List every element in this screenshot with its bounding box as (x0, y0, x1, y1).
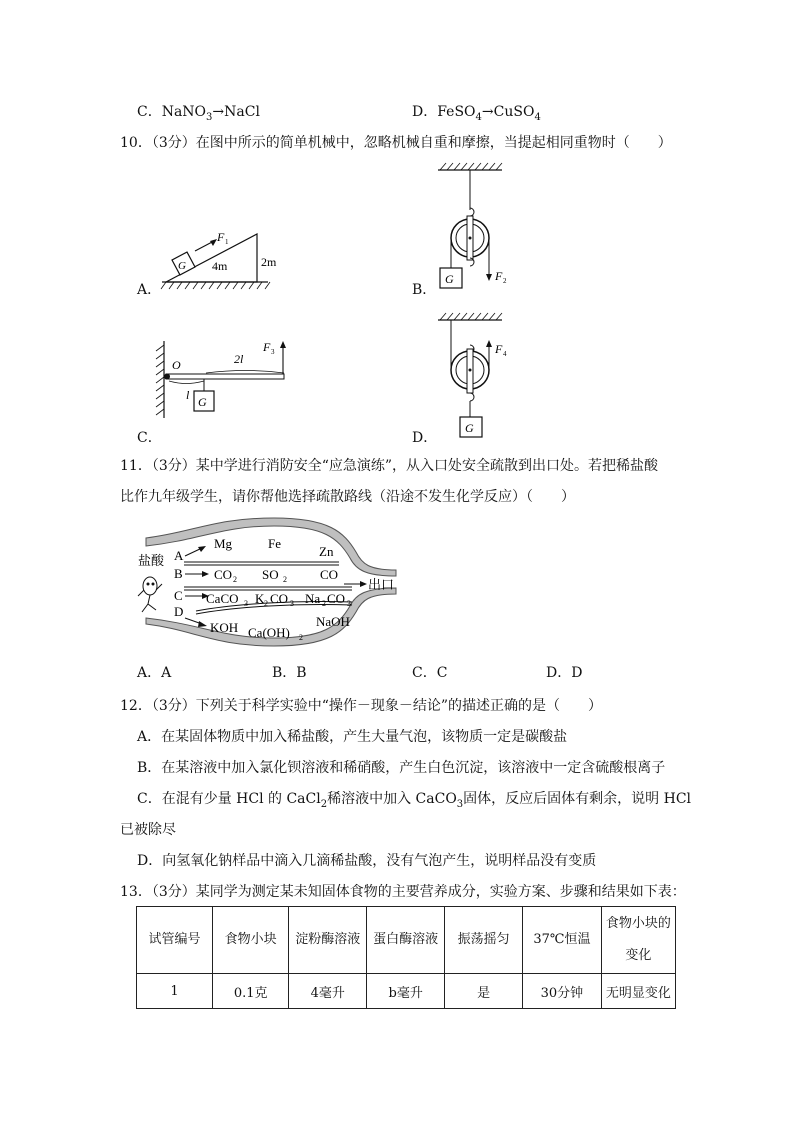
q10-option-a-label: A． (137, 282, 162, 298)
q10-option-c-label: C． (137, 430, 162, 446)
q10-a-force-sub: 1 (225, 238, 229, 246)
q9-option-d-mid: CuSO (493, 104, 535, 120)
table-header-cell: 淀粉酶溶液 (289, 907, 367, 974)
q10-b-force-label: F (495, 269, 503, 283)
q11-d-item-3: NaOH (316, 614, 350, 629)
q11-option-c: C．C (412, 665, 448, 681)
q10-b-force-sub: 2 (503, 277, 507, 285)
q12-stem: 12．（3分）下列关于科学实验中“操作－现象－结论”的描述正确的是（ ） (120, 698, 603, 714)
q9-option-c (137, 102, 260, 128)
q10-stem: 10．（3分）在图中所示的简单机械中，忽略机械自重和摩擦，当提起相同重物时（ ） (120, 135, 672, 151)
q11-route-c-label: C (174, 588, 183, 603)
q11-d-sub: 2 (299, 633, 303, 642)
q11-c-item-2: K (255, 591, 265, 606)
q9-option-c-arrow: → (212, 104, 225, 120)
q11-b-item-3: CO (320, 567, 339, 582)
q9-option-d (412, 102, 541, 128)
q11-route-b-label: B (174, 566, 183, 581)
q12-option-d: D．向氢氧化钠样品中滴入几滴稀盐酸，没有气泡产生，说明样品没有变质 (137, 853, 597, 869)
q10-fixed-pulley-diagram (430, 160, 510, 300)
q11-option-a: A．A (137, 665, 172, 681)
q10-d-force-label: F (495, 342, 503, 356)
q10-lever-diagram (150, 333, 300, 445)
q11-b-sub-2: 2 (283, 575, 287, 584)
q13-stem: 13．（3分）某同学为测定某未知固体食物的主要营养成分，实验方案、步骤和结果如下表： (120, 884, 686, 900)
table-cell: 4毫升 (289, 974, 367, 1009)
q9-option-d-arrow: → (481, 104, 494, 120)
q11-a-item-1: Mg (214, 536, 233, 551)
q11-a-item-2: Fe (268, 536, 281, 551)
q11-b-item-2: SO (262, 567, 279, 582)
q11-c-sub-2: 2 (264, 599, 268, 608)
q9-option-c-tail: NaCl (224, 104, 260, 120)
q11-option-d: D．D (546, 665, 583, 681)
table-header-row (137, 907, 676, 974)
q11-b-item-1: CO (214, 567, 233, 582)
q11-stem-line2: 比作九年级学生，请你帮他选择疏散路线（沿途不发生化学反应）（ ） (120, 489, 575, 505)
q10-c-pivot-label: O (172, 358, 181, 372)
table-cell: 30分钟 (523, 974, 602, 1009)
q10-option-d-label: D． (412, 430, 438, 446)
q10-a-force-label: F (217, 230, 225, 244)
q9-option-d-sub2: 4 (534, 111, 541, 123)
q10-c-force-sub: 3 (271, 348, 275, 356)
table-row (137, 974, 676, 1009)
q12-option-a: A．在某固体物质中加入稀盐酸，产生大量气泡，该物质一定是碳酸盐 (137, 729, 568, 745)
q11-c-sub-1: 3 (244, 599, 248, 608)
q11-c-sub-3: 3 (290, 599, 294, 608)
q10-c-weight-label: G (198, 395, 207, 409)
q10-movable-pulley-diagram (430, 305, 520, 445)
q11-c-item-1: CaCO (206, 591, 239, 606)
q10-b-weight-label: G (445, 272, 454, 286)
table-header-cell: 食物小块的变化 (601, 907, 675, 974)
q10-d-force-sub: 4 (503, 350, 507, 358)
table-header-cell: 37℃恒温 (523, 907, 602, 974)
table-header-cell: 蛋白酶溶液 (367, 907, 445, 974)
q10-option-b-label: B． (412, 282, 437, 298)
q12-option-c (137, 789, 691, 815)
q11-acid-label: 盐酸 (138, 553, 165, 568)
q11-c-item-4: Na (305, 591, 321, 606)
q11-acid-figure (138, 577, 162, 612)
q11-c-item-5: CO (327, 591, 346, 606)
q10-a-height-label: 2m (261, 255, 277, 269)
q11-route-a-label: A (174, 548, 184, 563)
q12-option-c-part2: 稀溶液中加入 CaCO (327, 791, 457, 807)
q11-c-sub-5: 3 (347, 599, 351, 608)
q10-inclined-plane-diagram (160, 225, 280, 297)
q12-option-b: B．在某溶液中加入氯化钡溶液和稀硝酸，产生白色沉淀，该溶液中一定含硫酸根离子 (137, 760, 666, 776)
table-cell: 是 (445, 974, 523, 1009)
q12-option-c-line2: 已被除尽 (120, 822, 176, 838)
q12-option-c-part3: 固体，反应后固体有剩余，说明 HCl (463, 791, 692, 807)
q9-option-d-label: D．FeSO (412, 104, 476, 120)
table-cell: 0.1克 (212, 974, 288, 1009)
q9-option-d-sub1: 4 (475, 111, 482, 123)
q9-option-c-sub: 3 (206, 111, 213, 123)
q12-option-c-part1: C．在混有少量 HCl 的 CaCl (137, 791, 321, 807)
q13-experiment-table (136, 906, 676, 1009)
q11-exit-label: 出口 (368, 577, 395, 592)
q11-c-item-3: CO (270, 591, 289, 606)
q10-c-long-arm-label: 2l (234, 352, 244, 366)
table-cell: b毫升 (367, 974, 445, 1009)
q12-option-c-sub1: 2 (320, 798, 328, 810)
q11-b-sub-1: 2 (233, 575, 237, 584)
table-header-cell: 食物小块 (212, 907, 288, 974)
table-header-cell: 振荡摇匀 (445, 907, 523, 974)
q11-stem-line1: 11．（3分）某中学进行消防安全“应急演练”，从入口处安全疏散到出口处。若把稀盐酸 (120, 458, 659, 474)
q11-c-sub-4: 2 (322, 599, 326, 608)
table-cell: 1 (137, 974, 213, 1009)
q12-option-c-sub2: 3 (456, 798, 464, 810)
q10-a-slope-label: 4m (212, 259, 228, 273)
q11-evacuation-diagram (134, 512, 404, 657)
q11-route-d-label: D (174, 604, 184, 619)
table-cell: 无明显变化 (601, 974, 675, 1009)
q10-c-force-label: F (263, 340, 271, 354)
q10-c-short-arm-label: l (186, 388, 190, 402)
q11-d-item-1: KOH (210, 620, 239, 635)
q11-a-item-3: Zn (319, 544, 334, 559)
q10-a-weight-label: G (178, 260, 186, 272)
q11-option-b: B．B (272, 665, 307, 681)
q10-d-weight-label: G (465, 421, 474, 435)
q9-option-c-label: C．NaNO (137, 104, 207, 120)
q11-d-item-2: Ca(OH) (248, 625, 290, 640)
table-header-cell: 试管编号 (137, 907, 213, 974)
